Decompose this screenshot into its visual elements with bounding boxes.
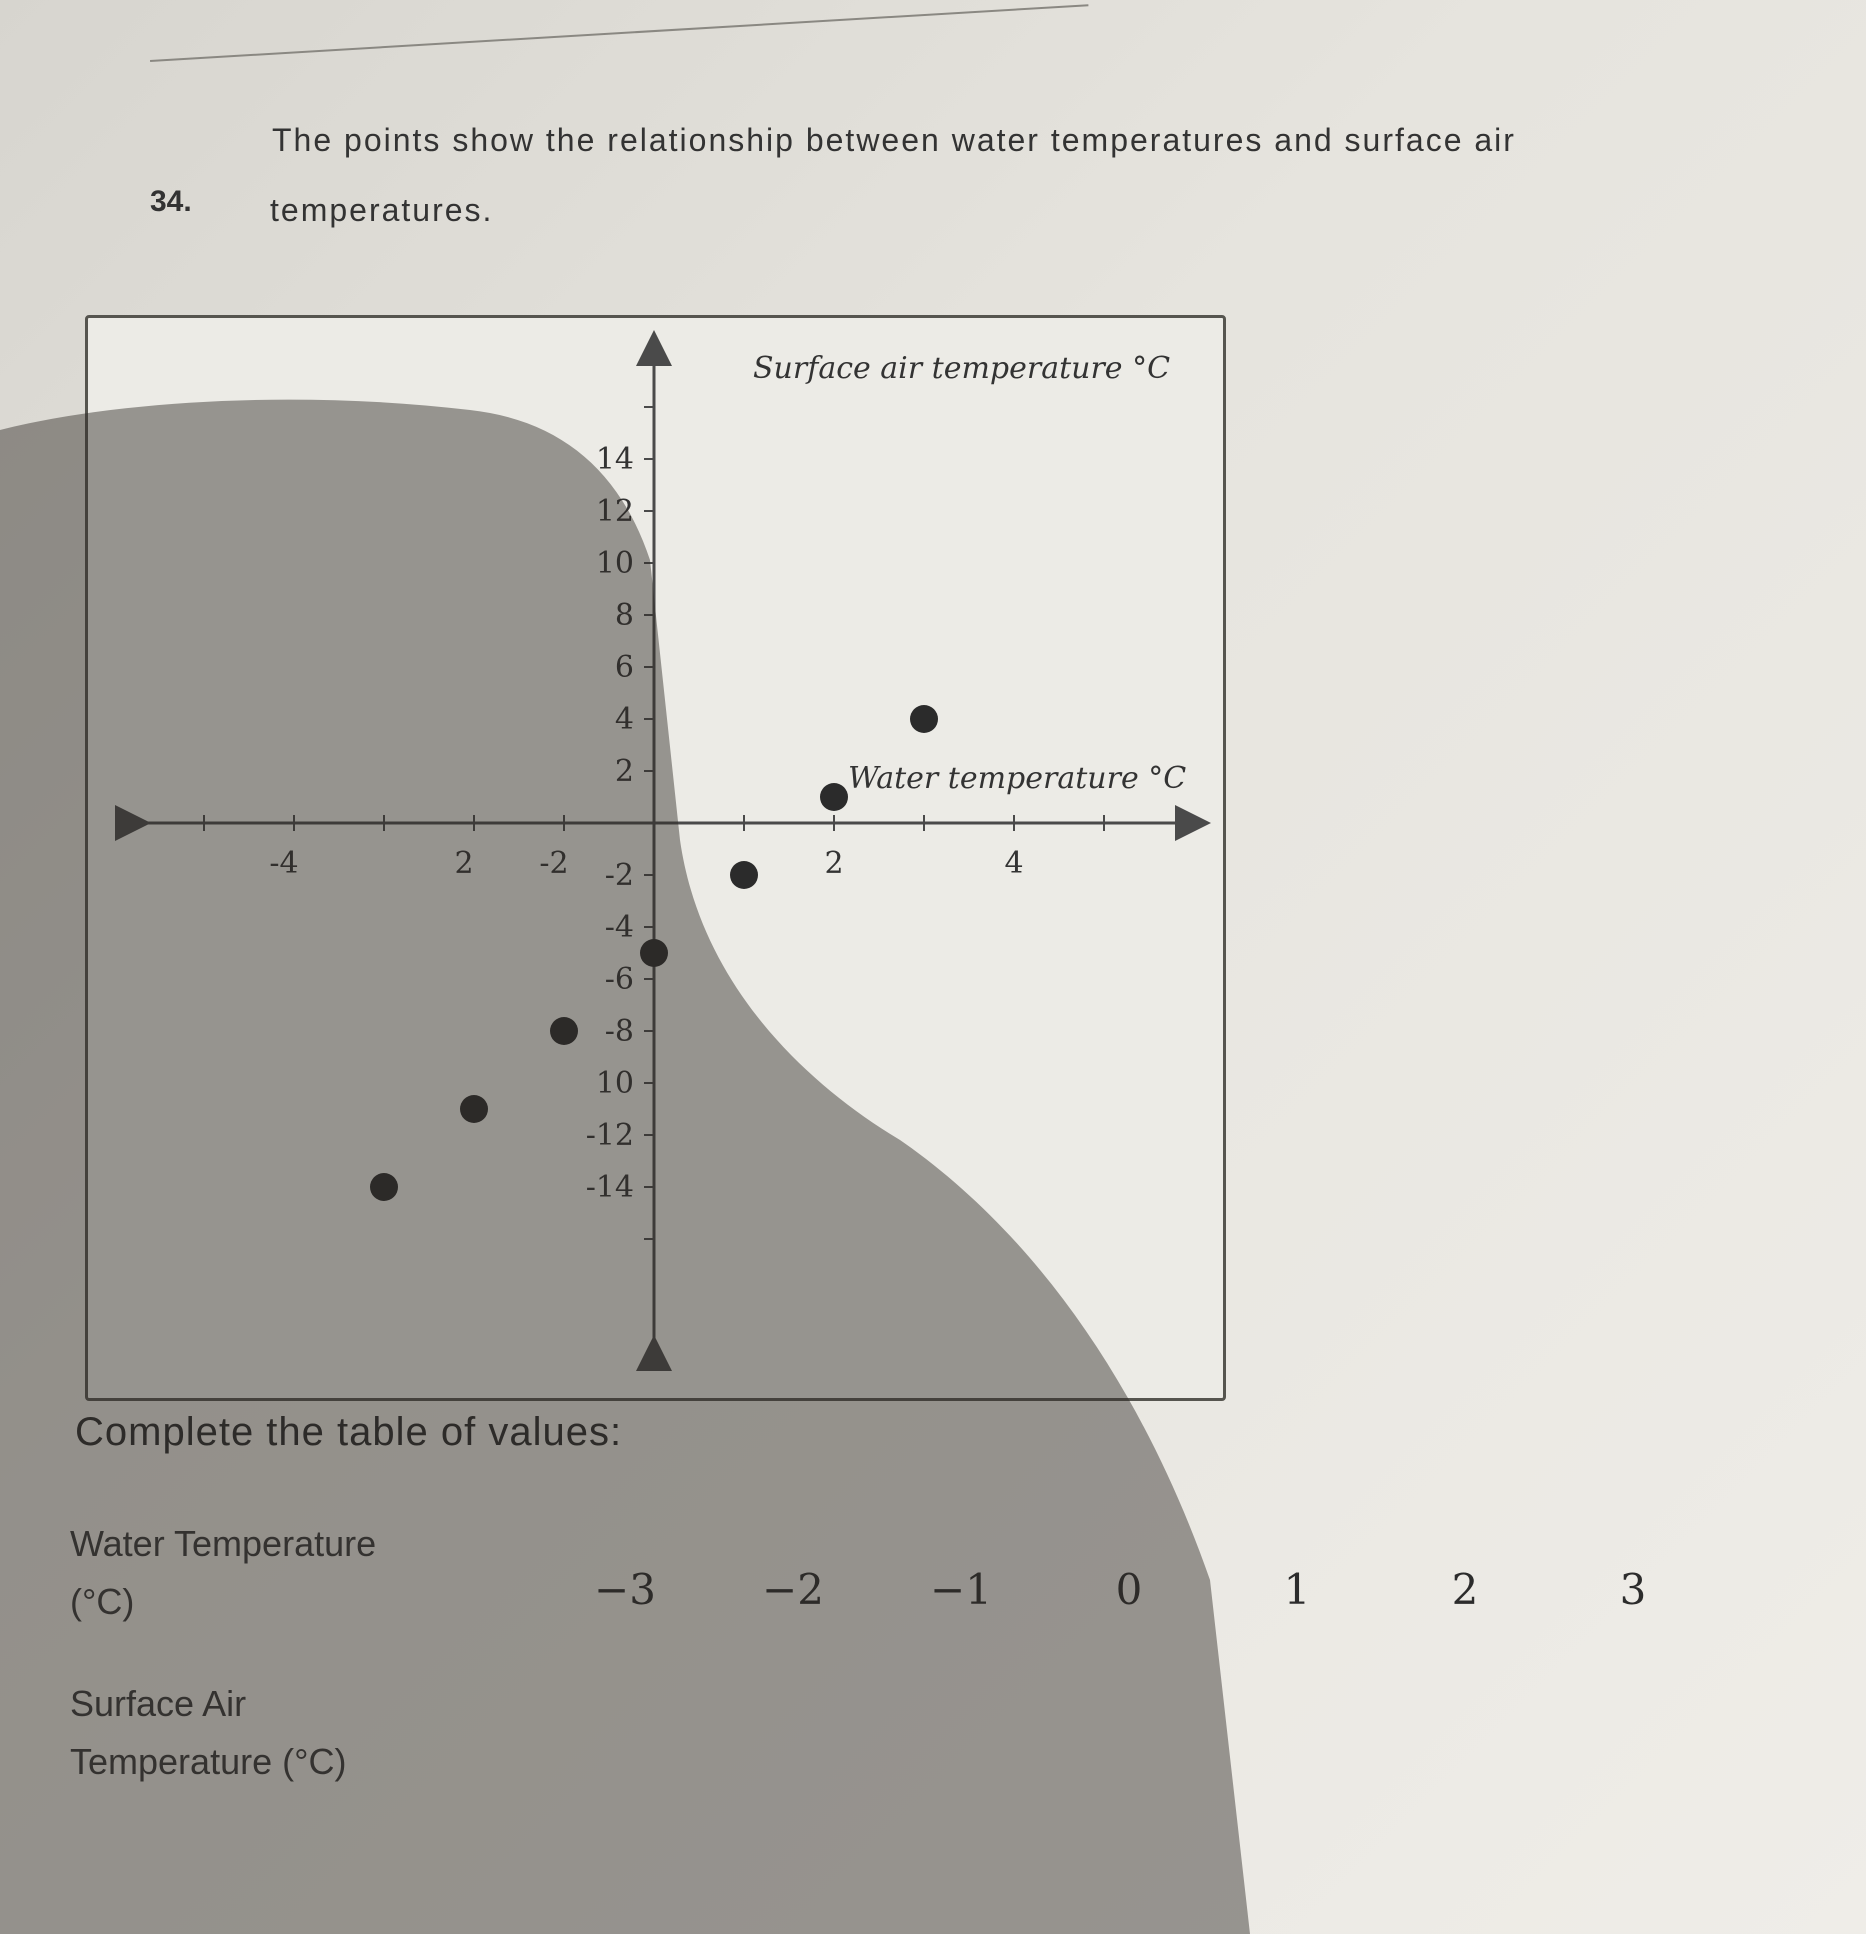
water-value: 2: [1451, 1565, 1479, 1614]
y-tick-label: 4: [614, 702, 634, 737]
water-value: −1: [930, 1565, 992, 1614]
water-temperature-header: [70, 1515, 490, 1631]
y-tick-label: -6: [604, 962, 634, 997]
instruction-text: Complete the table of values:: [75, 1410, 623, 1454]
data-point: [370, 1173, 398, 1201]
y-tick-label: 10: [595, 546, 634, 581]
data-point: [820, 783, 848, 811]
water-value: 1: [1283, 1565, 1311, 1614]
y-tick-label: 2: [614, 754, 634, 789]
y-tick-label: 14: [595, 442, 634, 477]
x-tick-label: 2: [824, 846, 844, 881]
air-header-line2: Temperature (°C): [70, 1741, 347, 1782]
water-value: 3: [1619, 1565, 1647, 1614]
data-point: [640, 939, 668, 967]
data-point: [550, 1017, 578, 1045]
surface-air-temperature-header: [70, 1675, 490, 1791]
water-value: 0: [1115, 1565, 1143, 1614]
water-value: −2: [762, 1565, 824, 1614]
water-header-line1: Water Temperature: [70, 1523, 377, 1564]
data-point: [730, 861, 758, 889]
y-tick-label: 8: [614, 598, 634, 633]
y-tick-label: 6: [614, 650, 634, 685]
scatter-chart: [85, 315, 1226, 1401]
y-axis-title: Surface air temperature °C: [753, 351, 1171, 386]
water-values-row: [560, 1565, 1700, 1635]
y-tick-label: -2: [604, 858, 634, 893]
question-number: 34.: [150, 185, 192, 218]
air-header-line1: Surface Air: [70, 1683, 247, 1724]
y-tick-label: 10: [595, 1066, 634, 1101]
data-point: [460, 1095, 488, 1123]
water-value: −3: [594, 1565, 656, 1614]
y-tick-label: -4: [604, 910, 634, 945]
x-tick-label: 2: [454, 846, 474, 881]
x-tick-label: -4: [269, 846, 299, 881]
y-tick-label: -12: [585, 1118, 634, 1153]
question-text-line2: temperatures.: [270, 192, 494, 228]
data-point: [910, 705, 938, 733]
y-tick-label: -14: [585, 1170, 634, 1205]
question-text-line1: The points show the relationship between water temperatures and surface air: [272, 122, 1516, 158]
x-axis-title: Water temperature °C: [848, 761, 1187, 796]
chart-canvas: [88, 318, 1223, 1398]
water-header-line2: (°C): [70, 1581, 135, 1622]
y-tick-label: 12: [595, 494, 634, 529]
x-tick-label: 4: [1004, 846, 1024, 881]
question-text: [272, 105, 1832, 245]
x-tick-label: -2: [539, 846, 569, 881]
y-tick-label: -8: [604, 1014, 634, 1049]
